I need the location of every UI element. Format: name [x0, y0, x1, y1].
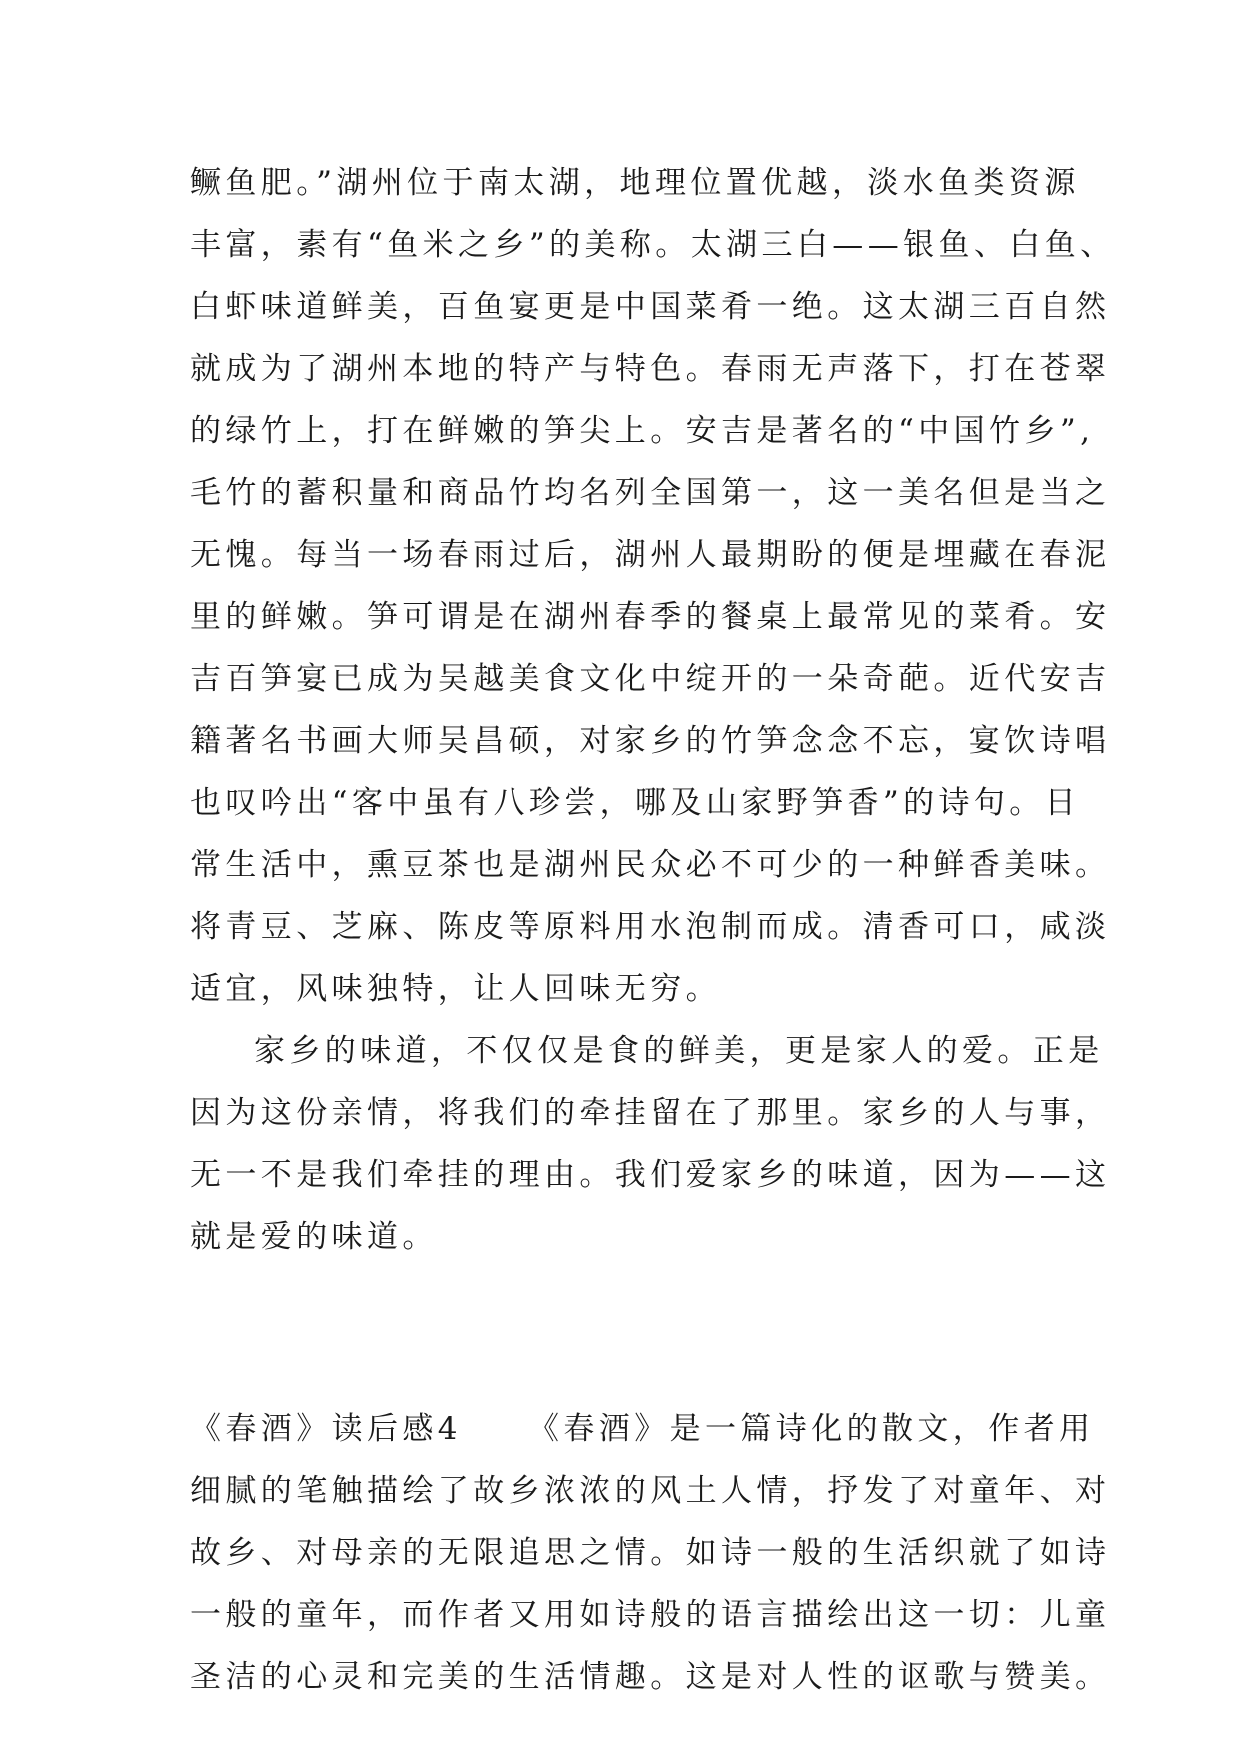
paragraph-line: 因为这份亲情，将我们的牵挂留在了那里。家乡的人与事， [190, 1095, 1111, 1131]
body-text-upper [190, 152, 1116, 1268]
paragraph-line: 就成为了湖州本地的特产与特色。春雨无声落下，打在苍翠 [190, 351, 1111, 387]
paragraph-line: 丰富，素有“鱼米之乡”的美称。太湖三白——银鱼、白鱼、 [190, 227, 1116, 263]
paragraph-line: 圣洁的心灵和完美的生活情趣。这是对人性的讴歌与赞美。 [190, 1659, 1111, 1695]
paragraph-line: 的绿竹上，打在鲜嫩的笋尖上。安吉是著名的“中国竹乡”, [190, 413, 1095, 449]
paragraph-line: 就是爱的味道。 [190, 1219, 438, 1255]
paragraph-line: 家乡的味道，不仅仅是食的鲜美，更是家人的爱。正是 [254, 1033, 1104, 1069]
paragraph-line: 适宜，风味独特，让人回味无穷。 [190, 971, 721, 1007]
paragraph-line: 细腻的笔触描绘了故乡浓浓的风土人情，抒发了对童年、对 [190, 1473, 1111, 1509]
paragraph-line: 籍著名书画大师吴昌硕，对家乡的竹笋念念不忘，宴饮诗唱 [190, 723, 1111, 759]
paragraph-line: 常生活中，熏豆茶也是湖州民众必不可少的一种鲜香美味。 [190, 847, 1111, 883]
paragraph-line: 也叹吟出“客中虽有八珍尝，哪及山家野笋香”的诗句。日 [190, 785, 1081, 821]
paragraph-line: 故乡、对母亲的无限追思之情。如诗一般的生活织就了如诗 [190, 1535, 1111, 1571]
paragraph-line: 鳜鱼肥。”湖州位于南太湖，地理位置优越，淡水鱼类资源 [190, 165, 1080, 201]
paragraph-line: 白虾味道鲜美，百鱼宴更是中国菜肴一绝。这太湖三百自然 [190, 289, 1111, 325]
paragraph-line: 无愧。每当一场春雨过后，湖州人最期盼的便是埋藏在春泥 [190, 537, 1111, 573]
paragraph-line: 一般的童年，而作者又用如诗般的语言描绘出这一切：儿童 [190, 1597, 1111, 1633]
paragraph-line: 无一不是我们牵挂的理由。我们爱家乡的味道，因为——这 [190, 1157, 1111, 1193]
section-heading: 《春酒》读后感4 [190, 1411, 462, 1447]
section-first-line [190, 1398, 1095, 1460]
section-first-line-text: 《春酒》是一篇诗化的散文，作者用 [528, 1411, 1095, 1447]
paragraph-line: 毛竹的蓄积量和商品竹均名列全国第一，这一美名但是当之 [190, 475, 1111, 511]
paragraph-line: 里的鲜嫩。笋可谓是在湖州春季的餐桌上最常见的菜肴。安 [190, 599, 1111, 635]
body-text-lower [190, 1398, 1111, 1708]
paragraph-line: 将青豆、芝麻、陈皮等原料用水泡制而成。清香可口，咸淡 [190, 909, 1111, 945]
paragraph-line: 吉百笋宴已成为吴越美食文化中绽开的一朵奇葩。近代安吉 [190, 661, 1111, 697]
